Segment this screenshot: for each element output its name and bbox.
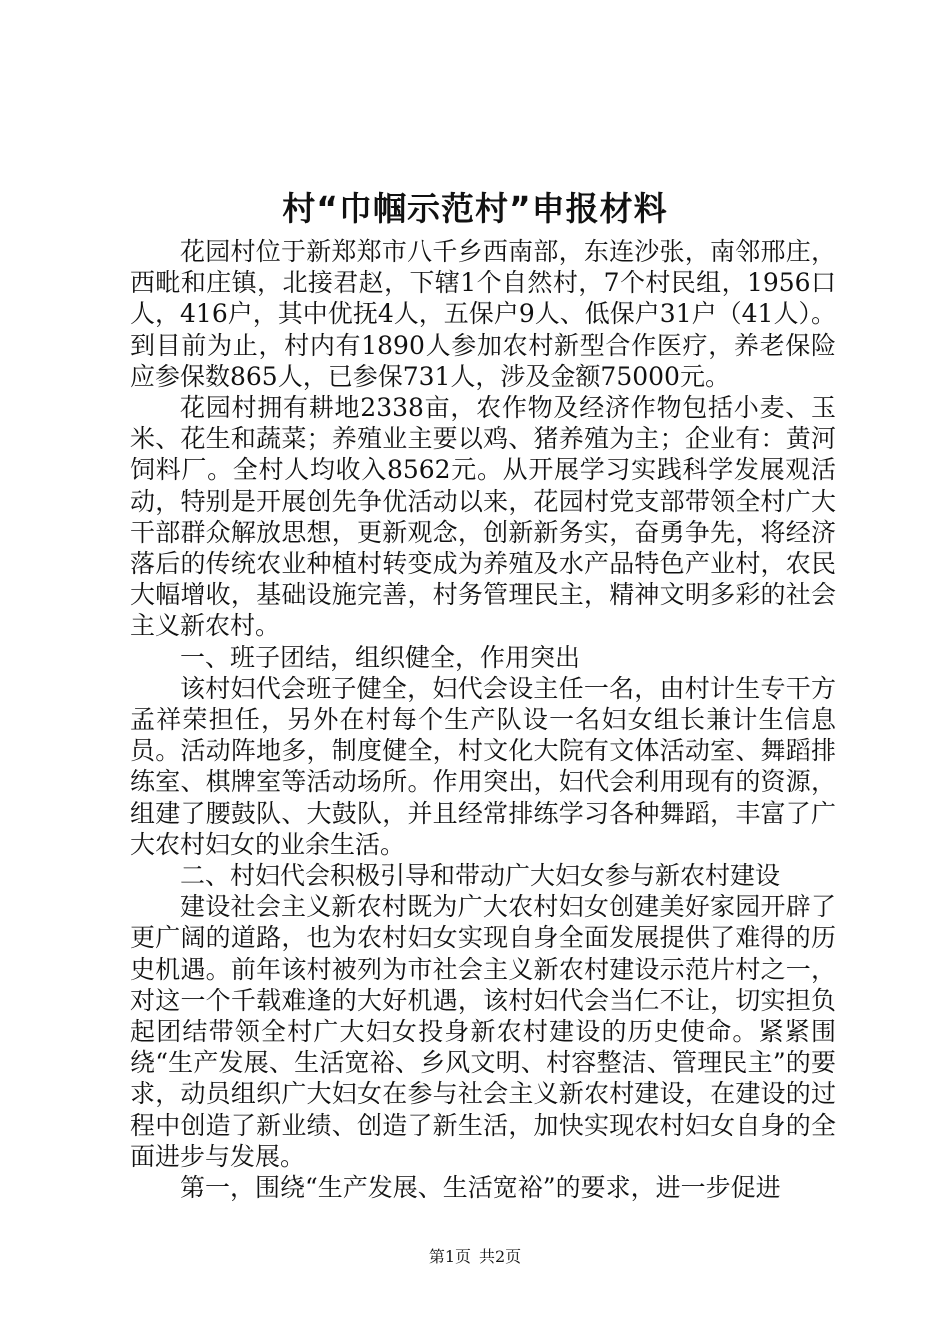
paragraph-intro: 花园村位于新郑郑市八千乡西南部，东连沙张，南邻邢庄，西毗和庄镇，北接君赵，下辖1个自然村，7个村民组，1956口人，416户，其中优抚4人，五保户9人、低保户31户（41人）。到目前为止，村内有1890人参加农村新型合作医疗，养老保险应参保数865人，已参保731人，涉及金额75000元。	[130, 237, 836, 391]
page-total: 共2页	[479, 1247, 522, 1266]
paragraph-organization: 该村妇代会班子健全，妇代会设主任一名，由村计生专干方孟祥荣担任，另外在村每个生产队设一名妇女组长兼计生信息员。活动阵地多，制度健全，村文化大院有文体活动室、舞蹈排练室、棋牌室等活动场所。作用突出，妇代会利用现有的资源，组建了腰鼓队、大鼓队，并且经常排练学习各种舞蹈，丰富了广大农村妇女的业余生活。	[130, 673, 836, 859]
paragraph-economy: 花园村拥有耕地2338亩，农作物及经济作物包括小麦、玉米、花生和蔬菜；养殖业主要以鸡、猪养殖为主；企业有：黄河饲料厂。全村人均收入8562元。从开展学习实践科学发展观活动，特别是开展创先争优活动以来，花园村党支部带领全村广大干部群众解放思想，更新观念，创新新务实，奋勇争先，将经济落后的传统农业种植村转变成为养殖及水产品特色产业村，农民大幅增收，基础设施完善，村务管理民主，精神文明多彩的社会主义新农村。	[130, 393, 836, 641]
document-body	[130, 236, 836, 1203]
section-heading-1: 一、班子团结，组织健全，作用突出	[180, 642, 581, 672]
page-footer	[0, 1246, 950, 1268]
paragraph-first-point: 第一，围绕“生产发展、生活宽裕”的要求，进一步促进	[180, 1173, 781, 1203]
page-number: 第1页	[428, 1247, 471, 1266]
section-heading-2: 二、村妇代会积极引导和带动广大妇女参与新农村建设	[180, 861, 781, 891]
paragraph-new-village: 建设社会主义新农村既为广大农村妇女创建美好家园开辟了更广阔的道路，也为农村妇女实现自身全面发展提供了难得的历史机遇。前年该村被列为市社会主义新农村建设示范片村之一，对这一个千载难逢的大好机遇，该村妇代会当仁不让，切实担负起团结带领全村广大妇女投身新农村建设的历史使命。紧紧围绕“生产发展、生活宽裕、乡风文明、村容整洁、管理民主”的要求，动员组织广大妇女在参与社会主义新农村建设，在建设的过程中创造了新业绩、创造了新生活，加快实现农村妇女自身的全面进步与发展。	[130, 892, 836, 1171]
document-title: 村“巾帼示范村”申报材料	[282, 189, 668, 228]
